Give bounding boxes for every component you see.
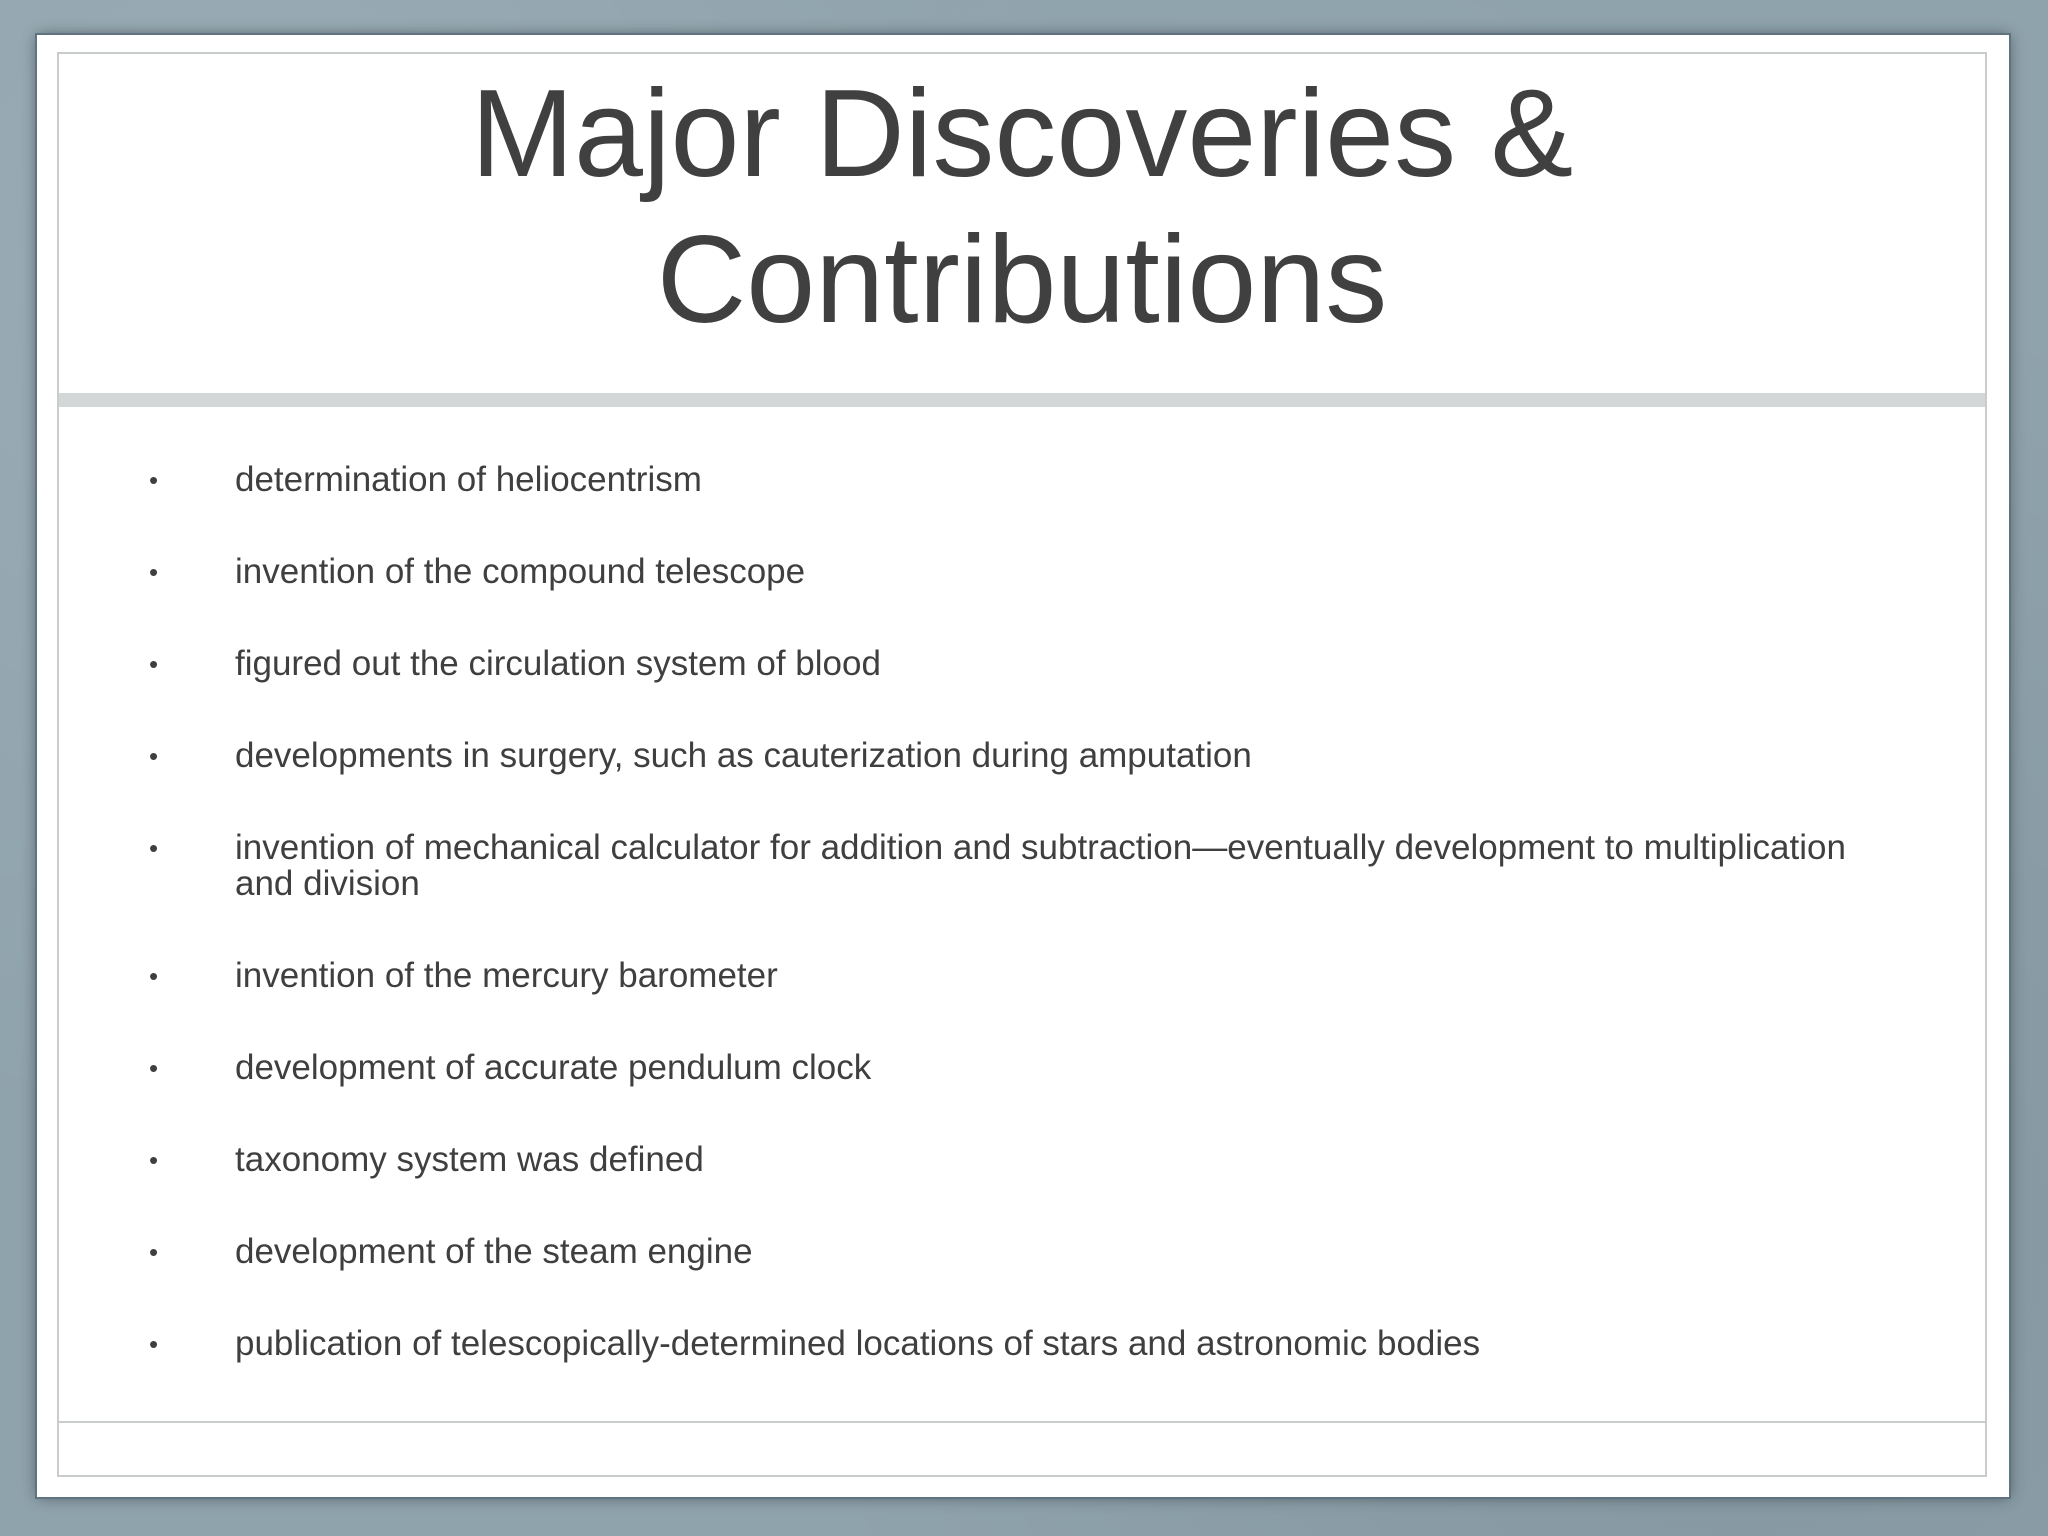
slide-frame	[57, 52, 1987, 1477]
bullet-icon: •	[149, 465, 159, 495]
list-item	[149, 1142, 1849, 1178]
list-item	[149, 1326, 1849, 1362]
bullet-icon: •	[149, 1145, 159, 1175]
list-item	[149, 462, 1849, 498]
bullet-icon: •	[149, 741, 159, 771]
bullet-text: publication of telescopically-determined locations of stars and astronomic bodies	[235, 1324, 1481, 1363]
slide	[37, 35, 2009, 1497]
slide-title: Major Discoveries & Contributions	[470, 64, 1574, 349]
title-divider	[59, 393, 1985, 407]
footer-divider	[59, 1421, 1985, 1423]
bullet-text: figured out the circulation system of blood	[235, 644, 881, 683]
title-area	[59, 54, 1985, 359]
bullet-icon: •	[149, 1329, 159, 1359]
bullet-text: invention of the compound telescope	[235, 552, 806, 591]
list-item	[149, 646, 1849, 682]
bullet-list	[149, 462, 1849, 1418]
list-item	[149, 1050, 1849, 1086]
bullet-text: developments in surgery, such as cauterization during amputation	[235, 736, 1252, 775]
bullet-icon: •	[149, 833, 159, 863]
bullet-text: invention of mechanical calculator for addition and subtraction—eventually development to multiplication and division	[235, 828, 1846, 903]
list-item	[149, 958, 1849, 994]
bullet-icon: •	[149, 557, 159, 587]
bullet-icon: •	[149, 1053, 159, 1083]
list-item	[149, 738, 1849, 774]
list-item	[149, 554, 1849, 590]
bullet-icon: •	[149, 1237, 159, 1267]
list-item	[149, 1234, 1849, 1270]
bullet-text: development of accurate pendulum clock	[235, 1048, 872, 1087]
bullet-text: invention of the mercury barometer	[235, 956, 778, 995]
bullet-icon: •	[149, 961, 159, 991]
list-item	[149, 830, 1849, 902]
bullet-text: determination of heliocentrism	[235, 460, 702, 499]
bullet-icon: •	[149, 649, 159, 679]
bullet-text: taxonomy system was defined	[235, 1140, 704, 1179]
bullet-text: development of the steam engine	[235, 1232, 753, 1271]
